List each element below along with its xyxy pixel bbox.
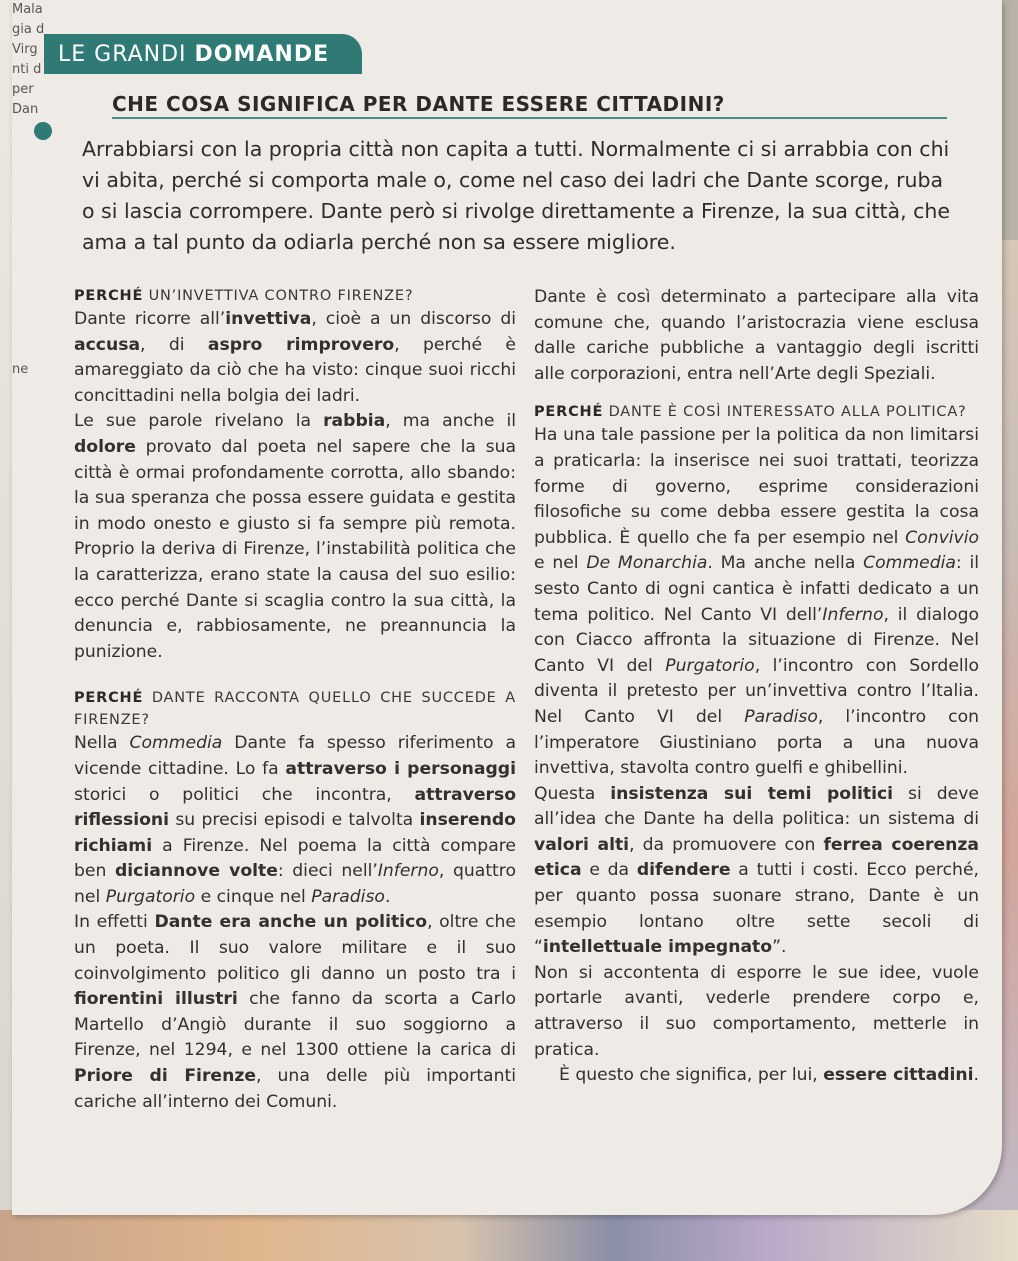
emphasis: attraverso riflessioni [74, 784, 516, 831]
italic-title: Purgatorio [105, 886, 196, 907]
emphasis: aspro rimprovero [207, 334, 395, 355]
paragraph [534, 782, 979, 961]
banner-text-regular: LE GRANDI [58, 42, 195, 67]
book-page [12, 0, 1002, 1215]
italic-title: De Monarchia [586, 553, 708, 574]
text-span: È questo che significa, per lui, [559, 1065, 824, 1086]
question-bold: PERCHÉ [74, 288, 144, 304]
right-column [534, 285, 979, 1089]
prev-fragment: nti d [12, 62, 42, 77]
text-span: Nella [74, 733, 130, 754]
text-span: : dieci nell’ [277, 861, 378, 882]
question-heading [74, 687, 516, 731]
text-span: provato dal poeta nel sapere che la sua città è ormai profondamente corrotta, allo sbando: la sua speranza che possa essere guidata e gestita in modo onesto e giusto si fa sempre più remota. Proprio la deriva di Firenze, l’instabilità politica che la caratterizza, erano state la causa del suo esilio: ecco perché Dante si scaglia contro la sua città, la denuncia e, rabbiosamente, ne preannuncia la punizione. [74, 436, 516, 662]
emphasis: accusa [74, 334, 141, 355]
text-span: su precisi episodi e talvolta [169, 810, 420, 831]
paragraph: Dante è così determinato a partecipare alla vita comune che, quando l’aristocrazia viene esclusa dalle cariche pubbliche a vantaggio degli iscritti alle corporazioni, entra nell’Arte degli Speziali. [534, 287, 979, 384]
emphasis: Priore di Firenze [74, 1066, 256, 1087]
intro-paragraph [82, 134, 952, 258]
background-illustration-bottom [0, 1210, 1018, 1261]
prev-fragment: Virg [12, 42, 38, 57]
emphasis: intellettuale impegnato [542, 937, 773, 958]
emphasis: insistenza sui temi politici [610, 783, 894, 804]
text-span: Ha una tale passione per la politica da non limitarsi a praticarla: la inserisce nei suoi trattati, teorizza forme di governo, esprime considerazioni filosofiche su come debba essere gestita la cosa pubblica. È quello che fa per esempio nel [534, 425, 979, 548]
emphasis: Dante era anche un politico [154, 912, 428, 933]
emphasis: ferrea coerenza etica [534, 834, 980, 881]
italic-title: Inferno [822, 604, 884, 625]
prev-fragment: per [12, 82, 34, 97]
text-span: . Ma anche nella [707, 553, 864, 574]
page-title: CHE COSA SIGNIFICA PER DANTE ESSERE CITTADINI? [112, 92, 725, 116]
paragraph [74, 307, 516, 409]
section-banner [44, 34, 362, 74]
paragraph [74, 409, 516, 665]
emphasis: invettiva [225, 309, 312, 329]
italic-title: Commedia [129, 733, 223, 754]
text-span: , l’incontro con l’imperatore Giustiniano porta a una nuova invettiva, stavolta contro guelfi e ghibellini. [534, 706, 979, 779]
prev-fragment: gia d [12, 22, 45, 37]
paragraph [534, 1063, 979, 1089]
text-span: In effetti [74, 912, 155, 933]
text-span: Dante fa spesso riferimento a vicende cittadine. Lo fa [74, 733, 516, 779]
prev-fragment: Dan [12, 102, 39, 117]
paragraph [74, 731, 516, 910]
text-span: , perché è amareggiato da ciò che ha visto: cinque suoi ricchi concittadini nella bolgia dei ladri. [74, 334, 516, 406]
title-divider [112, 117, 947, 119]
emphasis: fiorentini illustri [74, 989, 238, 1010]
paragraph [74, 910, 516, 1115]
text-span: e da [581, 860, 637, 881]
text-span: Dante ricorre all’ [74, 309, 226, 329]
emphasis: difendere [636, 860, 731, 881]
question-heading [74, 285, 516, 307]
italic-title: Commedia [863, 553, 956, 574]
emphasis: dolore [74, 436, 136, 457]
text-span: ”. [772, 937, 787, 958]
text-span: a Firenze. Nel poema la città compare ben [74, 835, 516, 882]
emphasis: valori alti [534, 834, 630, 855]
text-span: , cioè a un discorso di [311, 309, 517, 329]
text-span: a tutti i costi. Ecco perché, per quanto possa suonare strano, Dante è un esempio lontano oltre sette secoli di “ [534, 860, 979, 958]
emphasis: inserendo richiami [74, 810, 516, 856]
text-span: e cinque nel [195, 886, 312, 907]
question-text: DANTE RACCONTA QUELLO CHE SUCCEDE A FIRENZE? [74, 690, 516, 729]
text-span: : il sesto Canto di ogni cantica è infatti dedicato a un tema politico. Nel Canto VI dell’ [534, 553, 980, 625]
text-span: , ma anche il [385, 411, 516, 432]
emphasis: diciannove volte [114, 861, 278, 882]
bullet-ornament-icon [34, 122, 52, 140]
paragraph: Non si accontenta di esporre le sue idee, vuole portarle avanti, vederle prendere corpo e, attraverso il suo comportamento, metterle in pratica. [534, 962, 979, 1060]
text-span: , oltre che un poeta. Il suo valore militare e il suo coinvolgimento politico gli danno un posto tra i [74, 912, 516, 984]
text-span: . [973, 1065, 979, 1086]
text-span: , una delle più importanti cariche all’interno dei Comuni. [74, 1066, 516, 1112]
question-text: UN’INVETTIVA CONTRO FIRENZE? [143, 288, 414, 304]
text-span: Questa [534, 783, 611, 804]
italic-title: Purgatorio [665, 655, 755, 676]
text-span: , l’incontro con Sordello diventa il pretesto per un’invettiva contro l’Italia. Nel Canto VI del [534, 655, 979, 727]
text-span: che fanno da scorta a Carlo Martello d’Angiò durante il suo soggiorno a Firenze, nel 1294, e nel 1300 ottiene la carica di [74, 989, 516, 1061]
text-span: , quattro nel [74, 861, 516, 907]
text-span: . [384, 886, 391, 907]
question-bold: PERCHÉ [534, 404, 604, 421]
left-column [74, 285, 516, 1115]
text-span: e nel [534, 553, 587, 574]
text-span: si deve all’idea che Dante ha della politica: un sistema di [534, 783, 980, 830]
question-bold: PERCHÉ [74, 690, 144, 707]
emphasis: attraverso i personaggi [285, 758, 516, 779]
text-span: , il dialogo con Ciacco affronta la situazione di Firenze. Nel Canto VI del [534, 604, 979, 676]
text-span: , da promuovere con [629, 834, 824, 855]
emphasis: essere cittadini [823, 1065, 974, 1086]
banner-text-bold: DOMANDE [194, 42, 330, 67]
prev-fragment: Mala [12, 2, 43, 17]
text-span: , di [140, 334, 208, 355]
italic-title: Convivio [905, 527, 979, 548]
paragraph [534, 423, 979, 781]
intro-text: Arrabbiarsi con la propria città non capita a tutti. Normalmente ci si arrabbia con chi vi abita, perché si comporta male o, come nel caso dei ladri che Dante scorge, ruba o si lascia corrompere. Dante però si rivolge direttamente a Firenze, la sua città, che ama a tal punto da odiarla perché non sa essere migliore. [82, 137, 951, 254]
question-text: DANTE È COSÌ INTERESSATO ALLA POLITICA? [603, 404, 967, 421]
prev-fragment: ne [12, 362, 29, 377]
emphasis: rabbia [323, 411, 386, 432]
text-span: storici o politici che incontra, [74, 784, 415, 805]
text-span: Le sue parole rivelano la [74, 411, 324, 432]
question-heading [534, 401, 979, 423]
italic-title: Paradiso [311, 886, 385, 907]
italic-title: Paradiso [744, 706, 818, 727]
italic-title: Inferno [377, 861, 439, 882]
